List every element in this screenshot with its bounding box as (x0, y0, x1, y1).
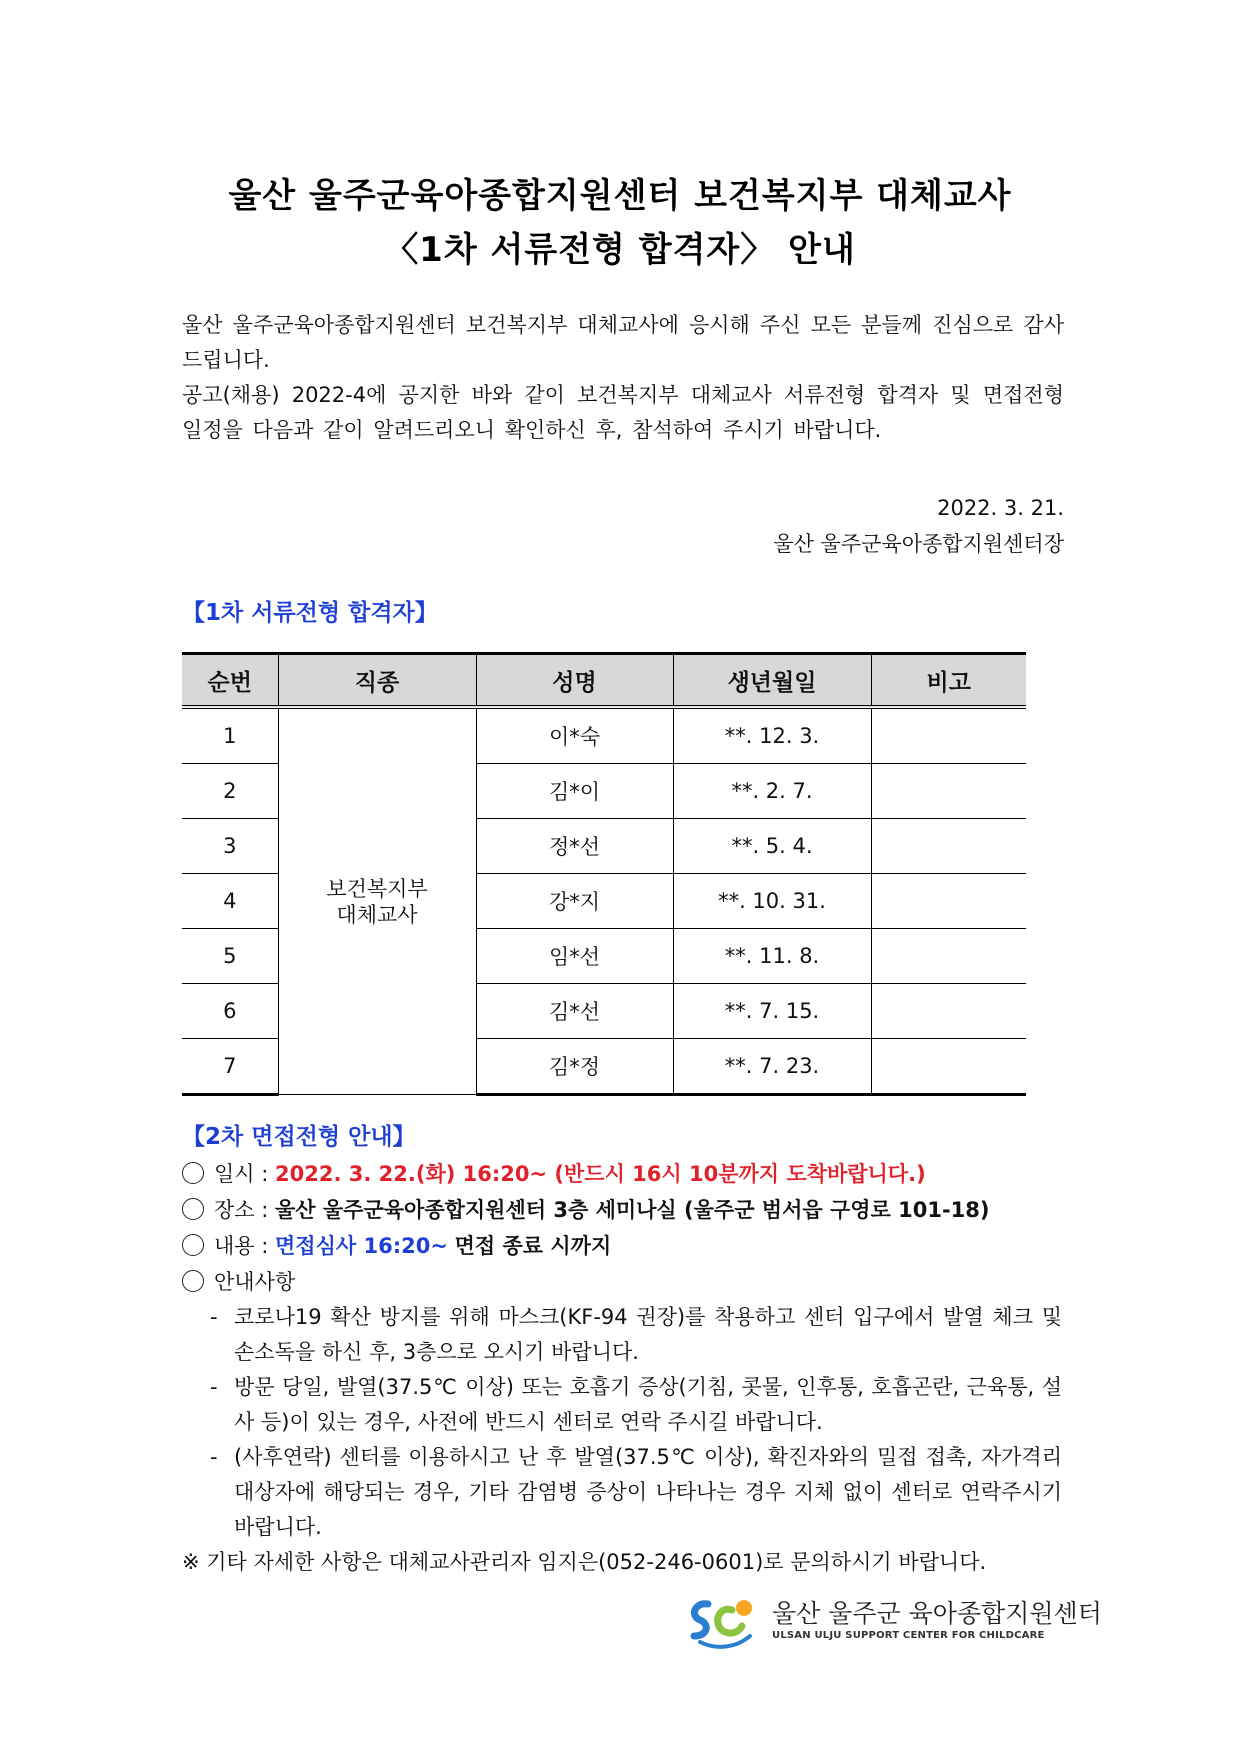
issue-date: 2022. 3. 21. (937, 496, 1064, 520)
date-block (773, 490, 1064, 562)
cell-no: 2 (182, 764, 278, 819)
cell-name: 강*지 (476, 874, 673, 929)
center-logo-icon (686, 1592, 762, 1650)
footer-note: ※ 기타 자세한 사항은 대체교사관리자 임지은(052-246-0601)로 문의하시기 바랍니다. (182, 1550, 987, 1574)
dash-bullet: - (210, 1375, 218, 1399)
list-item (210, 1440, 1062, 1545)
cell-name: 임*선 (476, 929, 673, 984)
cell-birth: **. 11. 8. (673, 929, 871, 984)
header-birth: 생년월일 (673, 654, 871, 708)
header-name: 성명 (476, 654, 673, 708)
dash-bullet: - (210, 1305, 218, 1329)
interview-content (182, 1228, 1062, 1264)
interview-details (182, 1156, 1062, 1545)
center-logo (686, 1592, 1102, 1652)
cell-no: 1 (182, 707, 278, 764)
cell-note (871, 1039, 1026, 1095)
header-note: 비고 (871, 654, 1026, 708)
place-value: 울산 울주군육아종합지원센터 3층 세미나실 (울주군 범서읍 구영로 101-18) (275, 1198, 990, 1222)
guide-label: 안내사항 (214, 1270, 296, 1294)
intro-paragraphs (182, 308, 1064, 448)
list-item (210, 1300, 1062, 1370)
place-label: 장소 : (214, 1198, 269, 1222)
cell-note (871, 929, 1026, 984)
intro-para-1: 울산 울주군육아종합지원센터 보건복지부 대체교사에 응시해 주신 모든 분들께 진심으로 감사드립니다. (182, 313, 1064, 372)
job-title: 보건복지부 대체교사 (326, 876, 428, 927)
cell-name: 이*숙 (476, 707, 673, 764)
dash-bullet: - (210, 1445, 218, 1469)
content-time: 면접심사 16:20~ (275, 1234, 448, 1258)
circle-bullet-icon (182, 1162, 204, 1184)
document-title-line2: 〈1차 서류전형 합격자〉 안내 (384, 230, 856, 270)
header-job: 직종 (278, 654, 476, 708)
cell-birth: **. 10. 31. (673, 874, 871, 929)
cell-note (871, 707, 1026, 764)
intro-para-2: 공고(채용) 2022-4에 공지한 바와 같이 보건복지부 대체교사 서류전형 합격자 및 면접전형 일정을 다음과 같이 알려드리오니 확인하신 후, 참석하여 주시기 바랍니다. (182, 383, 1064, 442)
cell-note (871, 874, 1026, 929)
cell-no: 4 (182, 874, 278, 929)
cell-birth: **. 7. 23. (673, 1039, 871, 1095)
issuer: 울산 울주군육아종합지원센터장 (773, 532, 1064, 556)
note-text: 방문 당일, 발열(37.5℃ 이상) 또는 호흡기 증상(기침, 콧물, 인후통, 호흡곤란, 근육통, 설사 등)이 있는 경우, 사전에 반드시 센터로 연락 주시길 바랍니다. (234, 1375, 1062, 1434)
header-no: 순번 (182, 654, 278, 708)
note-text: 코로나19 확산 방지를 위해 마스크(KF-94 권장)를 착용하고 센터 입구에서 발열 체크 및 손소독을 하신 후, 3층으로 오시기 바랍니다. (234, 1305, 1062, 1364)
interview-guide (182, 1264, 1062, 1300)
guide-notes (210, 1300, 1062, 1545)
cell-no: 3 (182, 819, 278, 874)
cell-note (871, 984, 1026, 1039)
logo-subtitle: ULSAN ULJU SUPPORT CENTER FOR CHILDCARE (772, 1630, 1045, 1641)
datetime-value: 2022. 3. 22.(화) 16:20~ (반드시 16시 10분까지 도착바랍니다.) (275, 1162, 926, 1186)
cell-name: 김*정 (476, 1039, 673, 1095)
interview-place (182, 1192, 1062, 1228)
cell-no: 5 (182, 929, 278, 984)
cell-name: 김*이 (476, 764, 673, 819)
note-text: (사후연락) 센터를 이용하시고 난 후 발열(37.5℃ 이상), 확진자와의 밀접 접촉, 자가격리 대상자에 해당되는 경우, 기타 감염병 증상이 나타나는 경우 지체 없이 센터로 연락주시기 바랍니다. (234, 1445, 1062, 1539)
cell-no: 7 (182, 1039, 278, 1095)
document-title-line1: 울산 울주군육아종합지원센터 보건복지부 대체교사 (228, 176, 1012, 216)
cell-note (871, 764, 1026, 819)
content-label: 내용 : (214, 1234, 269, 1258)
cell-birth: **. 12. 3. (673, 707, 871, 764)
cell-birth: **. 7. 15. (673, 984, 871, 1039)
cell-birth: **. 5. 4. (673, 819, 871, 874)
interview-heading: 【2차 면접전형 안내】 (182, 1124, 416, 1150)
results-table (182, 652, 1026, 1096)
datetime-label: 일시 : (214, 1162, 269, 1186)
table-row (182, 707, 1026, 764)
content-rest: 면접 종료 시까지 (454, 1234, 612, 1258)
logo-name: 울산 울주군 육아종합지원센터 (772, 1599, 1102, 1628)
interview-datetime (182, 1156, 1062, 1192)
cell-note (871, 819, 1026, 874)
cell-job (278, 707, 476, 1095)
circle-bullet-icon (182, 1234, 204, 1256)
circle-bullet-icon (182, 1198, 204, 1220)
circle-bullet-icon (182, 1270, 204, 1292)
cell-birth: **. 2. 7. (673, 764, 871, 819)
results-heading: 【1차 서류전형 합격자】 (182, 600, 438, 626)
cell-name: 정*선 (476, 819, 673, 874)
cell-no: 6 (182, 984, 278, 1039)
list-item (210, 1370, 1062, 1440)
table-header-row (182, 654, 1026, 708)
cell-name: 김*선 (476, 984, 673, 1039)
